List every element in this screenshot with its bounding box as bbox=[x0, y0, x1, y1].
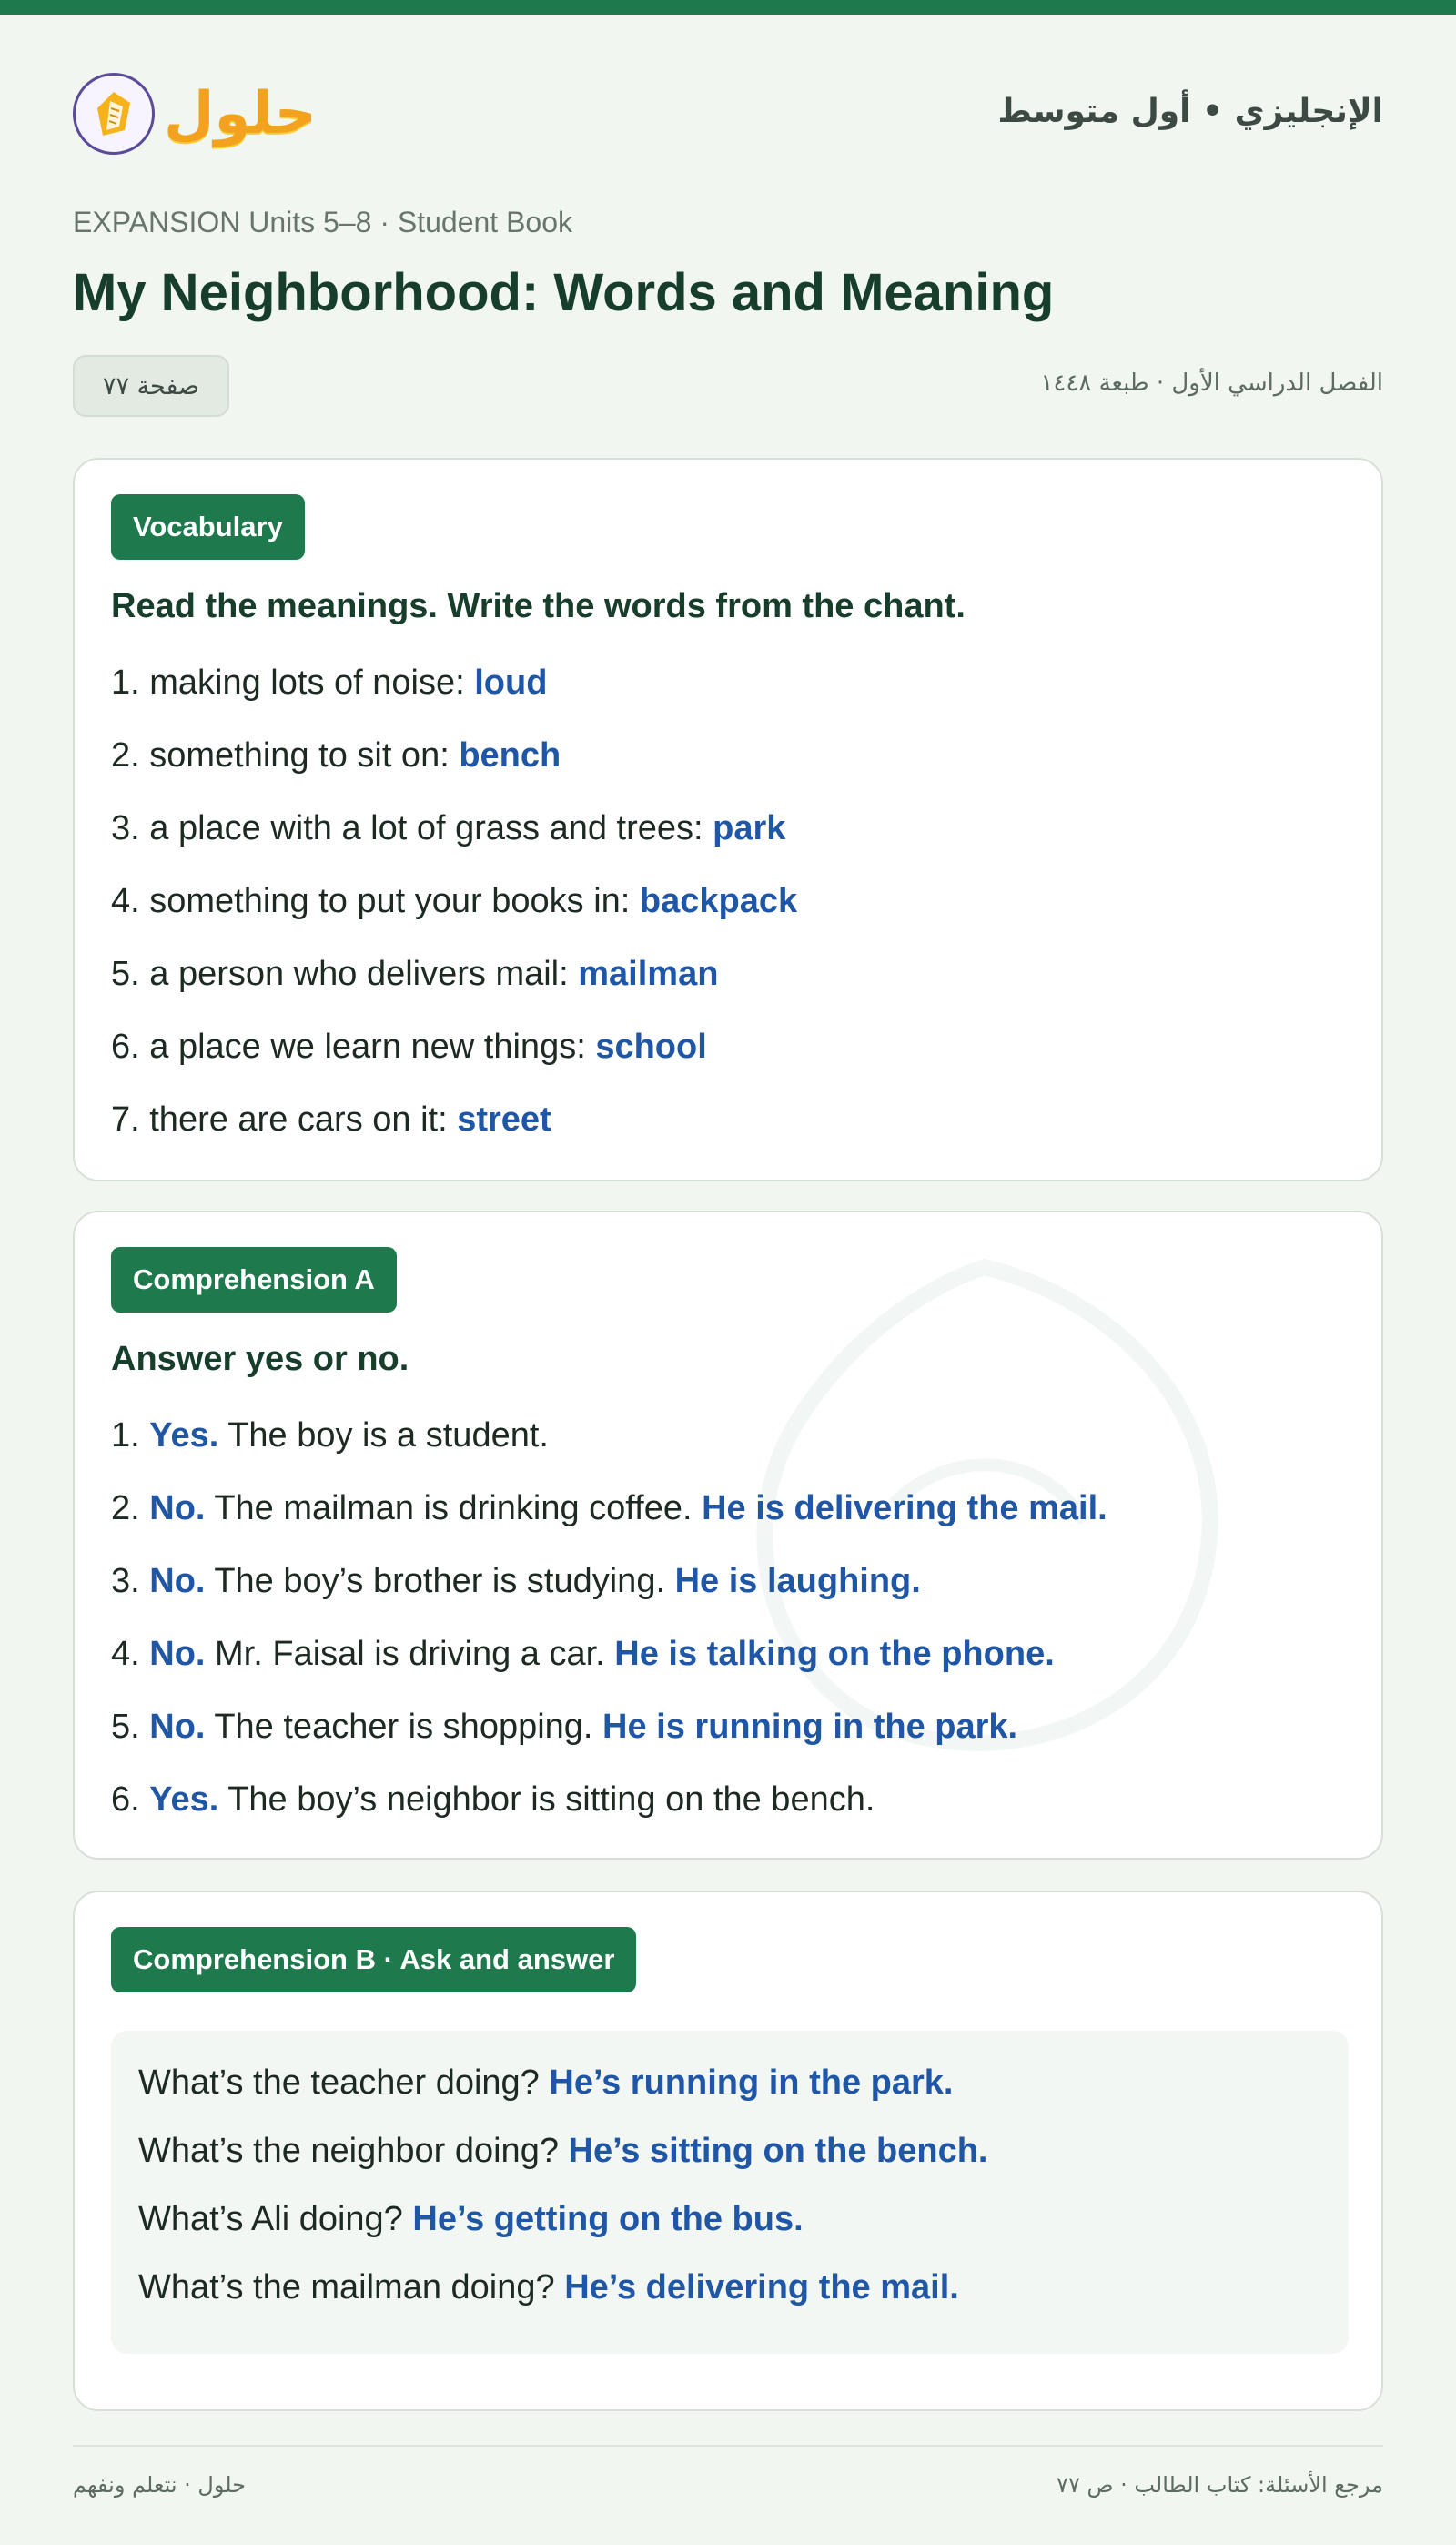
item-answer: park bbox=[713, 809, 786, 847]
page-number-pill: صفحة ٧٧ bbox=[73, 355, 229, 417]
qa-answer: He’s sitting on the bench. bbox=[568, 2132, 988, 2170]
qa-box bbox=[111, 2031, 1349, 2354]
item-correction: He is laughing. bbox=[674, 1562, 921, 1600]
vocabulary-item bbox=[111, 801, 1349, 874]
item-number: 6. bbox=[111, 1780, 150, 1819]
qa-line bbox=[138, 2119, 1321, 2187]
qa-question: What’s the neighbor doing? bbox=[138, 2132, 569, 2170]
vocabulary-item bbox=[111, 874, 1349, 947]
vocabulary-instruction: Read the meanings. Write the words from the chant. bbox=[111, 587, 966, 625]
item-prompt: 1. making lots of noise: bbox=[111, 664, 475, 702]
item-answer: street bbox=[457, 1100, 551, 1139]
footer-divider bbox=[73, 2445, 1383, 2447]
page-title: My Neighborhood: Words and Meaning bbox=[73, 263, 1055, 322]
vocabulary-item bbox=[111, 655, 1349, 728]
item-correction: He is delivering the mail. bbox=[702, 1489, 1107, 1527]
comprehension-item bbox=[111, 1554, 1349, 1627]
comprehension-item bbox=[111, 1408, 1349, 1481]
footer-tagline: حلول · نتعلم ونفهم bbox=[73, 2472, 246, 2498]
item-prompt: 7. there are cars on it: bbox=[111, 1100, 458, 1139]
comprehension-a-card bbox=[73, 1211, 1383, 1860]
item-prompt: 4. something to put your books in: bbox=[111, 882, 640, 920]
item-statement: Mr. Faisal is driving a car. bbox=[205, 1635, 615, 1673]
item-prompt: 6. a place we learn new things: bbox=[111, 1028, 596, 1066]
comprehension-item bbox=[111, 1699, 1349, 1772]
item-answer: backpack bbox=[639, 882, 798, 920]
vocabulary-item bbox=[111, 728, 1349, 801]
logo-text: حلول bbox=[164, 80, 317, 147]
section-badge-comprehension-b: Comprehension B · Ask and answer bbox=[111, 1927, 636, 1992]
comprehension-item bbox=[111, 1481, 1349, 1554]
term-edition-line: الفصل الدراسي الأول · طبعة ١٤٤٨ bbox=[1040, 370, 1383, 397]
yes-no-answer: Yes. bbox=[149, 1416, 219, 1455]
item-number: 4. bbox=[111, 1635, 150, 1673]
item-statement: The boy’s neighbor is sitting on the bench. bbox=[218, 1780, 875, 1819]
vocabulary-card bbox=[73, 458, 1383, 1181]
item-number: 5. bbox=[111, 1708, 150, 1746]
yes-no-answer: No. bbox=[149, 1489, 206, 1527]
item-answer: loud bbox=[474, 664, 548, 702]
vocabulary-item bbox=[111, 947, 1349, 1019]
yes-no-answer: No. bbox=[149, 1562, 206, 1600]
qa-answer: He’s getting on the bus. bbox=[412, 2200, 804, 2238]
page-header bbox=[73, 64, 1383, 173]
top-accent-bar bbox=[0, 0, 1456, 15]
qa-answer: He’s running in the park. bbox=[549, 2063, 954, 2102]
yes-no-answer: Yes. bbox=[149, 1780, 219, 1819]
yes-no-answer: No. bbox=[149, 1635, 206, 1673]
qa-line bbox=[138, 2256, 1321, 2324]
item-prompt: 2. something to sit on: bbox=[111, 736, 460, 775]
item-statement: The boy’s brother is studying. bbox=[205, 1562, 675, 1600]
qa-question: What’s the teacher doing? bbox=[138, 2063, 550, 2102]
item-statement: The teacher is shopping. bbox=[205, 1708, 603, 1746]
yes-no-answer: No. bbox=[149, 1708, 206, 1746]
item-prompt: 3. a place with a lot of grass and trees: bbox=[111, 809, 713, 847]
footer-reference: مرجع الأسئلة: كتاب الطالب · ص ٧٧ bbox=[1057, 2472, 1383, 2498]
comprehension-b-card bbox=[73, 1891, 1383, 2411]
vocabulary-item bbox=[111, 1092, 1349, 1165]
item-statement: The mailman is drinking coffee. bbox=[205, 1489, 703, 1527]
item-correction: He is running in the park. bbox=[602, 1708, 1018, 1746]
item-answer: bench bbox=[459, 736, 561, 775]
item-prompt: 5. a person who delivers mail: bbox=[111, 955, 579, 993]
vocabulary-item bbox=[111, 1019, 1349, 1092]
item-correction: He is talking on the phone. bbox=[614, 1635, 1055, 1673]
book-line: EXPANSION Units 5–8 · Student Book bbox=[73, 206, 572, 238]
comprehension-item bbox=[111, 1627, 1349, 1699]
section-badge-vocabulary: Vocabulary bbox=[111, 494, 305, 560]
qa-line bbox=[138, 2187, 1321, 2256]
item-number: 1. bbox=[111, 1416, 150, 1455]
comprehension-item bbox=[111, 1772, 1349, 1845]
item-number: 3. bbox=[111, 1562, 150, 1600]
comprehension-a-list bbox=[111, 1408, 1349, 1845]
book-icon bbox=[73, 73, 155, 155]
subject-label: الإنجليزي • أول متوسط bbox=[997, 93, 1383, 130]
qa-line bbox=[138, 2051, 1321, 2119]
item-answer: mailman bbox=[578, 955, 719, 993]
qa-answer: He’s delivering the mail. bbox=[564, 2268, 959, 2307]
item-number: 2. bbox=[111, 1489, 150, 1527]
item-answer: school bbox=[595, 1028, 707, 1066]
item-statement: The boy is a student. bbox=[218, 1416, 549, 1455]
vocabulary-list bbox=[111, 655, 1349, 1165]
qa-question: What’s the mailman doing? bbox=[138, 2268, 565, 2307]
comprehension-a-instruction: Answer yes or no. bbox=[111, 1340, 410, 1378]
section-badge-comprehension-a: Comprehension A bbox=[111, 1247, 397, 1313]
qa-question: What’s Ali doing? bbox=[138, 2200, 413, 2238]
brand-logo[interactable] bbox=[73, 64, 317, 164]
